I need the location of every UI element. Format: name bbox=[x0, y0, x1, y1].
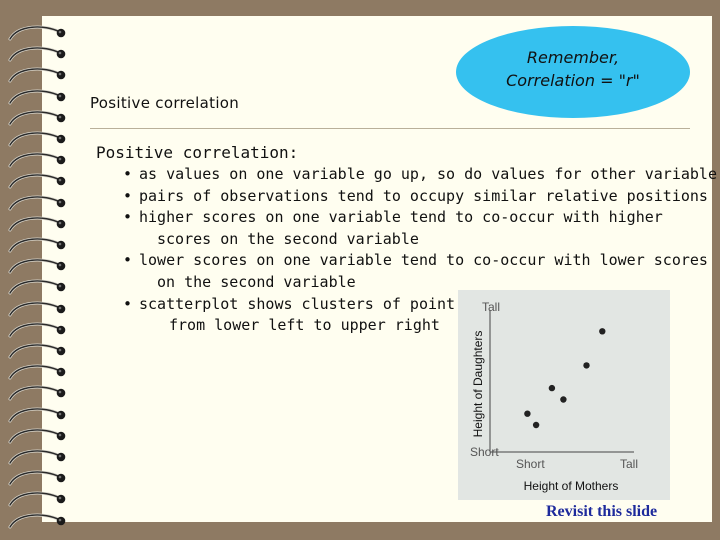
bullet-text: pairs of observations tend to occupy similar relative positions bbox=[139, 186, 708, 205]
data-point bbox=[549, 385, 555, 391]
bullet-continuation: from lower left to upper right bbox=[169, 316, 440, 335]
spiral-ring bbox=[4, 128, 70, 150]
bullet-item bbox=[120, 207, 700, 250]
scatterplot bbox=[458, 290, 670, 500]
spiral-ring bbox=[4, 234, 70, 256]
scatterplot-svg bbox=[458, 290, 670, 500]
data-point bbox=[524, 411, 530, 417]
bullet-continuation: scores on the second variable bbox=[157, 229, 419, 248]
spiral-ring bbox=[4, 510, 70, 532]
spiral-ring bbox=[4, 467, 70, 489]
divider bbox=[90, 128, 690, 129]
spiral-ring bbox=[4, 107, 70, 129]
spiral-ring bbox=[4, 170, 70, 192]
y-tick-high: Tall bbox=[482, 300, 501, 314]
spiral-ring bbox=[4, 64, 70, 86]
spiral-ring bbox=[4, 298, 70, 320]
spiral-ring bbox=[4, 425, 70, 447]
bullet-text: as values on one variable go up, so do values for other variable bbox=[139, 165, 717, 183]
x-tick-high: Tall bbox=[619, 457, 638, 471]
spiral-ring bbox=[4, 149, 70, 171]
callout-line-1: Remember, bbox=[526, 48, 620, 67]
revisit-slide-link[interactable]: Revisit this slide bbox=[546, 503, 658, 520]
spiral-ring bbox=[4, 488, 70, 510]
bullet-item bbox=[120, 250, 708, 293]
bullet-text: higher scores on one variable tend to co-occur with higher bbox=[139, 208, 663, 227]
spiral-ring bbox=[4, 340, 70, 362]
spiral-ring bbox=[4, 319, 70, 341]
bullet-item bbox=[120, 186, 708, 208]
bullet-text: lower scores on one variable tend to co-occur with lower scores bbox=[139, 251, 708, 270]
data-point bbox=[533, 422, 539, 428]
callout-text bbox=[456, 46, 690, 92]
bullet-continuation: on the second variable bbox=[157, 272, 356, 291]
y-axis-label: Height of Daughters bbox=[471, 330, 485, 438]
spiral-binding bbox=[4, 22, 70, 522]
spiral-ring bbox=[4, 382, 70, 404]
data-point bbox=[560, 396, 566, 402]
x-axis-label: Height of Mothers bbox=[523, 479, 619, 493]
bullet-item bbox=[120, 164, 717, 186]
spiral-ring bbox=[4, 22, 70, 44]
spiral-ring bbox=[4, 192, 70, 214]
spiral-ring bbox=[4, 446, 70, 468]
data-point bbox=[599, 328, 605, 334]
spiral-ring bbox=[4, 276, 70, 298]
data-points bbox=[524, 328, 605, 428]
spiral-ring bbox=[4, 404, 70, 426]
bullet-text: scatterplot shows clusters of point bbox=[139, 294, 456, 313]
spiral-ring bbox=[4, 86, 70, 108]
spiral-ring bbox=[4, 361, 70, 383]
spiral-ring bbox=[4, 255, 70, 277]
data-point bbox=[583, 362, 589, 368]
spiral-ring bbox=[4, 43, 70, 65]
section-heading: Positive correlation: bbox=[96, 143, 299, 162]
x-tick-low: Short bbox=[516, 457, 545, 471]
callout-line-2: Correlation = "r" bbox=[506, 71, 640, 90]
slide-title: Positive correlation bbox=[90, 94, 240, 112]
spiral-ring bbox=[4, 213, 70, 235]
y-tick-low: Short bbox=[470, 445, 499, 459]
